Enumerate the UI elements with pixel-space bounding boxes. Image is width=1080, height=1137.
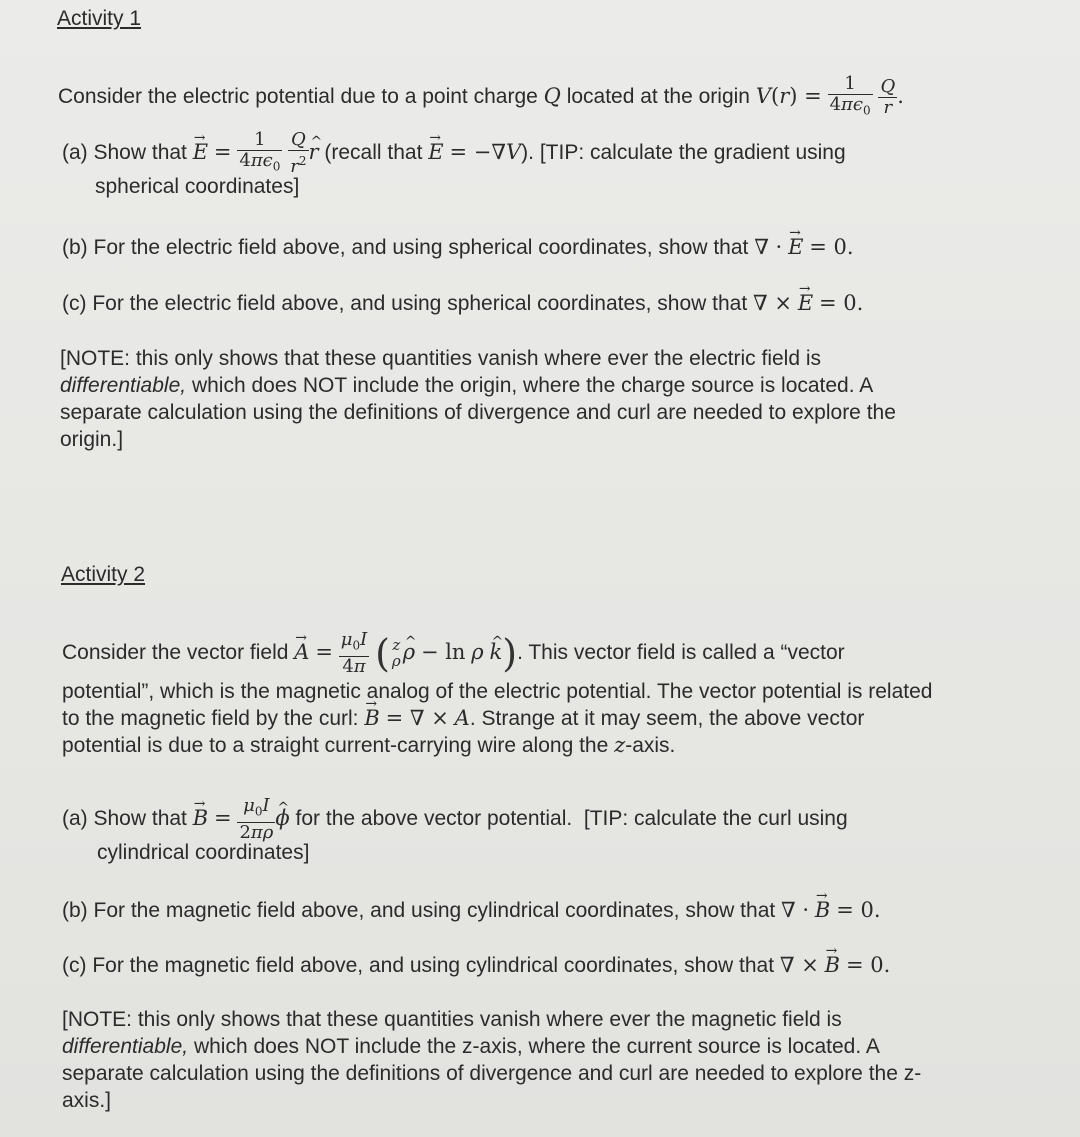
activity2-note-line1: [NOTE: this only shows that these quantities vanish where ever the magnetic field is [62, 1008, 842, 1031]
activity2-note-line2-text: which does NOT include the z-axis, where the current source is located. A [193, 1035, 880, 1058]
field-coefficient-fraction: $\frac{1}{4\pi\epsilon_0}$ [239, 129, 281, 174]
activity1-note-line2 [60, 372, 1050, 399]
b-field-coefficient-fraction: $\frac{\mu_0I}{2\pi\rho}$ [239, 795, 274, 843]
activity2-heading: Activity 2 [61, 563, 146, 586]
activity1-part-c: (c) For the electric field above, and using spherical coordinates, show that ∇ × → E = 0. [62, 290, 863, 317]
activity2-intro-line1: Consider the vector field → A = $\frac{\mu_0I}{4\pi}$ ( z ρ ^ ρ − ln ρ ^ k). This vector field is called a “vector [62, 630, 845, 677]
activity1-note-line3: separate calculation using the definitions of divergence and curl are needed to explore the [60, 401, 896, 424]
z-over-rho-fraction: z ρ [391, 636, 401, 671]
activity1-note-line2-text: which does NOT include the origin, where the charge source is located. A [191, 374, 874, 397]
activity2-intro-line2: potential”, which is the magnetic analog of the electric potential. The vector potential is related [62, 680, 933, 703]
activity2-intro-rest [62, 678, 1052, 759]
activity2-note-line4: axis.] [62, 1089, 112, 1112]
activity2-note [62, 1006, 1062, 1114]
activity2-intro-line4: potential is due to a straight current-carrying wire along the z-axis. [62, 733, 676, 757]
potential-coefficient-fraction: $\frac{1}{4\pi\epsilon_0}$ [829, 73, 871, 118]
activity1-intro: Consider the electric potential due to a point charge Q located at the origin V(r) = $\frac{1}{4\pi\epsilon_0}$ $\frac{Q}{r}$ . [58, 74, 904, 121]
activity1-heading: Activity 1 [57, 7, 142, 30]
potential-q-over-r-fraction: $\frac{Q}{r}$ [880, 75, 896, 118]
field-q-over-r2-fraction: $\frac{Q}{r^2}$ [290, 129, 307, 177]
activity1-note-emph: differentiable, [60, 374, 187, 397]
activity1-part-b: (b) For the electric field above, and using spherical coordinates, show that ∇ · → E = 0. [62, 234, 854, 261]
activity1-part-a-line2: spherical coordinates] [95, 175, 300, 198]
activity2-part-c: (c) For the magnetic field above, and using cylindrical coordinates, show that ∇ × → B = 0. [62, 952, 890, 979]
activity1-note-line1: [NOTE: this only shows that these quantities vanish where ever the electric field is [60, 347, 822, 370]
activity2-part-b: (b) For the magnetic field above, and using cylindrical coordinates, show that ∇ · → B = 0. [62, 897, 881, 924]
activity2-intro-line3: to the magnetic field by the curl: → B = ∇ × A. Strange at it may seem, the above vector [62, 705, 1052, 732]
activity1-note [60, 345, 1050, 453]
activity2-note-emph: differentiable, [62, 1035, 189, 1058]
vector-potential-coefficient-fraction: $\frac{\mu_0I}{4\pi}$ [340, 629, 368, 677]
activity2-note-line2 [62, 1033, 1062, 1060]
activity1-note-line4: origin.] [60, 428, 124, 451]
activity2-part-a-line2: cylindrical coordinates] [97, 841, 310, 864]
activity1-part-a: (a) Show that → E = $\frac{1}{4\pi\epsilon_0}$ $\frac{Q}{r^2}$ ^ r (recall that → E = −∇V). [TIP: calculate the gradient using [62, 130, 846, 177]
activity2-note-line3: separate calculation using the definitions of divergence and curl are needed to explore the z- [62, 1062, 922, 1085]
activity1-intro-text: Consider the electric potential due to a point charge Q located at the origin V(r) = [58, 83, 822, 108]
activity2-part-a: (a) Show that → B = $\frac{\mu_0I}{2\pi\rho}$ ^ ϕ for the above vector potential. [TIP: calculate the curl using [62, 796, 848, 843]
